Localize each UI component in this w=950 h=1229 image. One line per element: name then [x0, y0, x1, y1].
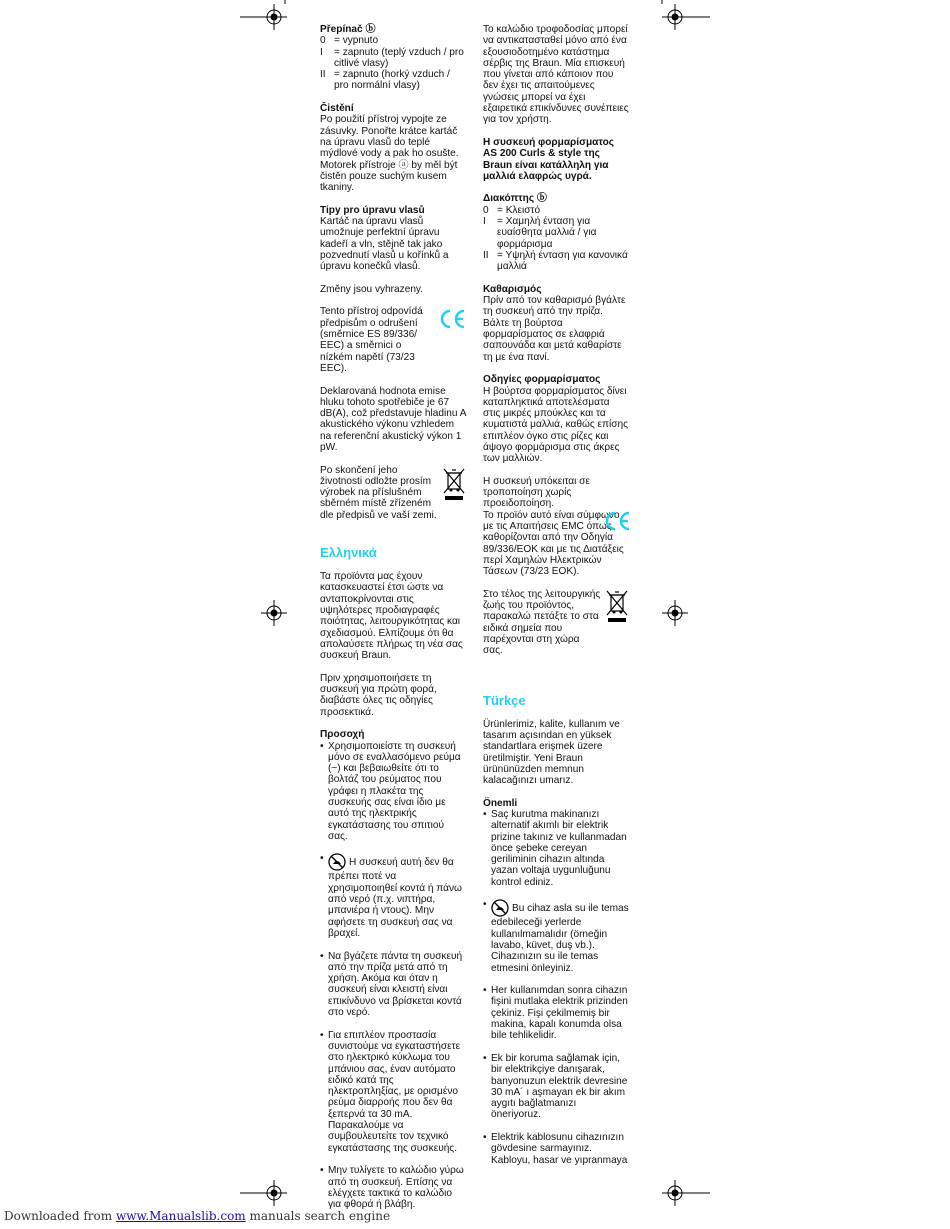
tips-heading: Tipy pro úpravu vlasů [320, 204, 425, 216]
switch-value: = zapnuto (horký vzduch / pro normální vlasy) [334, 69, 450, 92]
registration-mark-icon [662, 600, 688, 626]
footer-suffix: manuals search engine [245, 1209, 391, 1223]
ce-text: Το προϊόν αυτό είναι σύμφωνο με τις Απαιτήσεις EMC όπως καθορίζονται από την Οδηγία 89/336/ΕΟΚ και με τις Διατάξεις περί Χαμηλών Ηλεκτρικών Τάσεων (73/23 ΕΟΚ). [483, 509, 624, 578]
bullet-text: Η συσκευή αυτή δεν θα πρέπει ποτέ να χρησιμοποιηθεί κοντά ή πάνω από νερό (π.χ. νιπτήρα, μπανιέρα ή ντους). Μην αφήσετε τη συσκευή σας να βραχεί. [328, 857, 462, 939]
switch-key: 0 [320, 35, 326, 47]
list-item [320, 35, 466, 46]
styling-heading: Οδηγίες φορμαρίσματος [483, 374, 601, 386]
tips-text: Kartáč na úpravu vlasů umožnuje perfektní úpravu kadeří a vln, stějně tak jako pozvednutí vlasů u kořínků a úpravu konečků vlasů. [320, 216, 449, 273]
bullet-text: Ek bir koruma sağlamak için, bir elektrikçiye danışarak, banyonuzun elektrik devresine 30 mA´ ı aşmayan ek bir akım aygıtı bağlatmanızı öneriyoruz. [491, 1052, 628, 1121]
list-item [320, 69, 466, 92]
disposal-text: Po skončení jeho životnosti odložte prosím výrobek na příslušném sběrném místě zřízeném dle předpisů ve vaší zemi. [320, 464, 437, 521]
no-water-icon [491, 899, 509, 917]
list-item: • Η συσκευή αυτή δεν θα πρέπει ποτέ να χρησιμοποιηθεί κοντά ή πάνω από νερό (π.χ. νιπτήρα, μπανιέρα ή ντους). Μην αφήσετε τη συσκευή σας να βραχεί. [320, 853, 462, 939]
cord-text: Το καλώδιο τροφοδοσίας μπορεί να αντικατασταθεί μόνο από ένα εξουσιοδοτημένο κατάστημα σέρβις της Braun. Μία επισκευή που γίνεται από κάποιον που δεν έχει τις απαιτούμενες γνώσεις μπορεί να έχει εξαιρετικά επικίνδυνες συνέπειες για τον χρήστη. [483, 24, 629, 126]
list-item: • Her kullanımdan sonra cihazın fişini mutlaka elektrik prizinden çekiniz. Fişi çekilmemiş bir makina, kapalı konumda olsa bile tehlikelidir. [483, 985, 628, 1042]
switch-list [320, 35, 466, 91]
switch-value: = vypnuto [334, 35, 379, 47]
list-item: • Μην τυλίγετε το καλώδιο γύρω από τη συσκευή. Επίσης να ελέγχετε τακτικά το καλώδιο για φθορά ή βλάβη. [320, 1165, 466, 1210]
noise-text: Deklarovaná hodnota emise hluku tohoto spotřebiče je 67 dB(A), což představuje hladinu A akustického výkonu vzhledem na referenční akustický výkon 1 pW. [320, 385, 466, 453]
footer-prefix: Downloaded from [4, 1209, 116, 1223]
cleaning-heading: Čistění [320, 103, 354, 115]
disposal-block [320, 465, 466, 521]
ce-block [483, 510, 629, 578]
switch-key: I [483, 216, 486, 228]
crossed-bin-icon [605, 589, 629, 623]
list-item [483, 250, 629, 273]
bullet-text: Χρησιμοποιείστε τη συσκευή μόνο σε εναλλασόμενο ρεύμα (~) και βεβαιωθείτε ότι το βολτάζ του ρεύματος που γράφει η πλακέτα της συσκευής σας είναι ίδιο με αυτό της ηλεκτρικής εγκατάστασης του σπιτιού σας. [328, 740, 461, 842]
left-column [320, 24, 466, 1222]
greek-section-title: Ελληνικά [320, 545, 377, 561]
registration-mark-icon [662, 4, 688, 30]
styling-text: Η βούρτσα φορμαρίσματος δίνει καταπληκτικά αποτελέσματα στις μικρές μπούκλες και τα κυματιστά μαλλιά, καθώς επίσης επιπλέον όγκο στις ρίζες και άψογο φορμάρισμα στις άκρες των μαλλιών. [483, 385, 628, 465]
registration-mark-icon [261, 1180, 287, 1206]
list-item: • Elektrik kablosunu cihazınızın gövdesine sarmayınız. Kabloyu, hasar ve yıpranmaya [483, 1132, 628, 1166]
crossed-bin-icon [442, 467, 466, 501]
switch-value: = zapnuto (teplý vzduch / pro citlivé vlasy) [334, 46, 464, 69]
disposal-text: Στο τέλος της λειτουργικής ζωής του προϊόντος, παρακαλώ πετάξτε το στα ειδικά σημεία που παρέχονται στη χώρα σας. [483, 588, 601, 657]
changes-text: Změny jsou vyhrazeny. [320, 283, 424, 295]
bullet-text: Elektrik kablosunu cihazınızın gövdesine sarmayınız. Kabloyu, hasar ve yıpranmaya [491, 1132, 628, 1166]
bullet-text: Να βγάζετε πάντα τη συσκευή από την πρίζα μετά από τη χρήση. Ακόμα και όταν η συσκευή είναι κλειστή είναι επικίνδυνο να βρίσκεται κοντά στο νερό. [328, 950, 463, 1019]
right-column [483, 24, 629, 1177]
bullet-text: Her kullanımdan sonra cihazın fişini mutlaka elektrik prizinden çekiniz. Fişi çekilmemiş bir makina, kapalı konumda olsa bile tehlikelidir. [491, 985, 628, 1042]
registration-mark-icon [662, 1180, 688, 1206]
switch-heading: Přepínač ⓑ [320, 24, 376, 35]
bullet-text: Saç kurutma makinanızı alternatif akımlı bir elektrik prizine takınız ve kullanmadan önce şebeke cereyan geriliminin cihazın altında yazan voltaja uygunluğunu kontrol ediniz. [491, 809, 627, 888]
bullet-text: Μην τυλίγετε το καλώδιο γύρω από τη συσκευή. Επίσης να ελέγχετε τακτικά το καλώδιο για φθορά ή βλάβη. [328, 1165, 464, 1211]
manualslib-link[interactable]: www.Manualslib.com [115, 1209, 246, 1223]
turkish-section-title: Türkçe [483, 692, 526, 708]
ce-mark-icon [603, 510, 631, 532]
no-water-icon [328, 853, 346, 871]
greek-intro: Τα προϊόντα μας έχουν κατασκευαστεί έτσι ώστε να ανταποκρίνονται στις υψηλότερες προδιαγραφές ποιότητας, λειτουργικότητας και σχεδιασμού. Ελπίζουμε ότι θα απολαύσετε πλήρως τη νέα σας συσκευή Braun. [320, 571, 463, 662]
switch-value: = Υψηλή ένταση για κανονικά μαλλιά [497, 249, 628, 273]
list-item [320, 47, 466, 70]
switch-heading: Διακόπτης ⓑ [483, 193, 547, 205]
disposal-block [483, 589, 629, 657]
cleaning-text: Πρίν από τον καθαρισμό βγάλτε τη συσκευή από την πρίζα. Βάλτε τη βούρτσα φορμαρίσματος σε ελαφριά σαπουνάδα και μετά καθαρίστε τη με ένα πανί. [483, 295, 626, 363]
list-item [483, 216, 629, 250]
switch-key: I [320, 46, 323, 58]
cleaning-heading: Καθαρισμός [483, 283, 542, 295]
list-item: • Bu cihaz asla su ile temas edebileceği yerlerde kullanılmamalıdır (örneğin lavabo, küvet, duş vb.). Cihazınızın su ile temas etmesini önleyiniz. [483, 899, 629, 974]
caution-heading: Προσοχή [320, 729, 365, 741]
registration-mark-icon [261, 4, 287, 30]
registration-mark-icon [261, 600, 287, 626]
bullet-text: Bu cihaz asla su ile temas edebileceği yerlerde kullanılmamalıdır (örneğin lavabo, küvet, duş vb.). Cihazınızın su ile temas etmesini önleyiniz. [491, 903, 629, 974]
list-item: • Να βγάζετε πάντα τη συσκευή από την πρίζα μετά από τη χρήση. Ακόμα και όταν η συσκευή είναι κλειστή είναι επικίνδυνο να βρίσκεται κοντά στο νερό. [320, 951, 466, 1019]
cleaning-text: Po použití přístroj vypojte ze zásuvky. Ponořte krátce kartáč na úpravu vlasů do teplé mýdlové vody a pak ho osušte. Motorek přístroje ⓐ by měl být čistěn pouze suchým kusem tkaniny. [320, 114, 459, 194]
list-item: • Saç kurutma makinanızı alternatif akımlı bir elektrik prizine takınız ve kullanmadan önce şebeke cereyan geriliminin cihazın altında yazan voltaja uygunluğunu kontrol ediniz. [483, 809, 629, 888]
list-item [483, 205, 629, 216]
switch-key: II [483, 249, 489, 261]
switch-value: = Κλειστό [497, 204, 541, 216]
list-item: • Για επιπλέον προστασία συνιστούμε να εγκαταστήσετε στο ηλεκτρικό κύκλωμα του μπάνιου σας, έναν αυτόματο ειδικό κατά της ηλεκτροπληξίας, με ορισμένο ρεύμα διαρροής που δεν θα ξεπερνά τα 30 mA. Παρακαλούμε να συμβουλευτείτε τον τεχνικό εγκατάστασης της συσκευής. [320, 1030, 466, 1154]
list-item: • Ek bir koruma sağlamak için, bir elektrikçiye danışarak, banyonuzun elektrik devresine 30 mA´ ı aşmayan ek bir akım aygıtı bağlatmanızı öneriyoruz. [483, 1052, 628, 1121]
bullet-text: Για επιπλέον προστασία συνιστούμε να εγκαταστήσετε στο ηλεκτρικό κύκλωμα του μπάνιου σας, έναν αυτόματο ειδικό κατά της ηλεκτροπληξίας, με ορισμένο ρεύμα διαρροής που δεν θα ξεπερνά τα 30 mA. Παρακαλούμε να συμβουλευτείτε τον τεχνικό εγκατάστασης της συσκευής. [328, 1029, 461, 1154]
switch-value: = Χαμηλή ένταση για ευαίσθητα μαλλιά / για φορμάρισμα [497, 216, 597, 250]
switch-key: II [320, 69, 326, 81]
changes-text: Η συσκευή υπόκειται σε τροποποίηση χωρίς προειδοποίηση. [483, 475, 590, 510]
suitable-text: Η συσκευή φορμαρίσματος AS 200 Curls & style της Braun είναι κατάλληλη για μαλλιά ελαφρώς υγρά. [483, 136, 615, 182]
ce-mark-icon [438, 308, 466, 330]
greek-before-use: Πριν χρησιμοποιήσετε τη συσκευή για πρώτη φορά, διαβάστε όλες τις οδηγίες προσεκτικά. [320, 672, 437, 718]
list-item: • Χρησιμοποιείστε τη συσκευή μόνο σε εναλλασόμενο ρεύμα (~) και βεβαιωθείτε ότι το βολτάζ του ρεύματος που γράφει η πλακέτα της συσκευής σας είναι ίδιο με αυτό της ηλεκτρικής εγκατάστασης του σπιτιού σας. [320, 741, 466, 843]
turkish-intro: Ürünlerimiz, kalite, kullanım ve tasarım açısından en yüksek standartlara erişmek üzere üretilmiştir. Yeni Braun ürününüzden memnun kalacağınızı umarız. [483, 718, 620, 787]
important-heading: Önemli [483, 797, 518, 809]
switch-key: 0 [483, 204, 489, 216]
download-footer [4, 1209, 390, 1223]
switch-list [483, 205, 629, 273]
ce-text: Tento přístroj odpovídá předpisům o odrušení (směrnice ES 89/336/ EEC) a směrnici o nízkém napětí (73/23 EEC). [320, 306, 423, 374]
ce-block [320, 306, 466, 374]
